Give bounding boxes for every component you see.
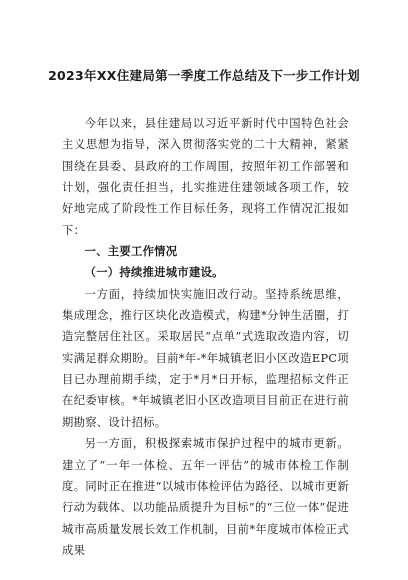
urban-renewal-paragraph: 另一方面，积极探索城市保护过程中的城市更新。建立了“一年一体检、五年一评估”的城市体检工作制度。同时正在推进“以城市体检评估为路径、以城市更新行动为载体、以功能品质提升为目标”的“三位一体”促进城市高质量发展长效工作机制，目前*年度城市体检正式成果	[62, 437, 349, 557]
document-body	[62, 113, 349, 561]
document-title: 2023年XX住建局第一季度工作总结及下一步工作计划	[48, 68, 360, 83]
section-heading-main-work: 一、主要工作情况	[84, 245, 178, 259]
intro-paragraph: 今年以来，县住建局以习近平新时代中国特色社会主义思想为指导，深入贯彻落实党的二十大精神，紧紧围绕在县委、县政府的工作周围，按照年初工作部署和计划，强化责任担当，扎实推进住建领域各项工作，较好地完成了阶段性工作目标任务，现将工作情况汇报如下：	[62, 117, 349, 237]
old-district-renovation-paragraph: 一方面，持续加快实施旧改行动。坚持系统思维，集成理念，推行区块化改造模式，构建*分钟生活圈，打造完整居住社区。采取居民“点单”式选取改造内容，切实满足群众期盼。目前*年-*年城镇老旧小区改造EPC项目已办理前期手续，定于*月*日开标，监理招标文件正在纪委审核。*年城镇老旧小区改造项目目前正在进行前期勘察、设计招标。	[62, 287, 349, 429]
subsection-heading-urban-construction: （一）持续推进城市建设。	[84, 265, 224, 280]
